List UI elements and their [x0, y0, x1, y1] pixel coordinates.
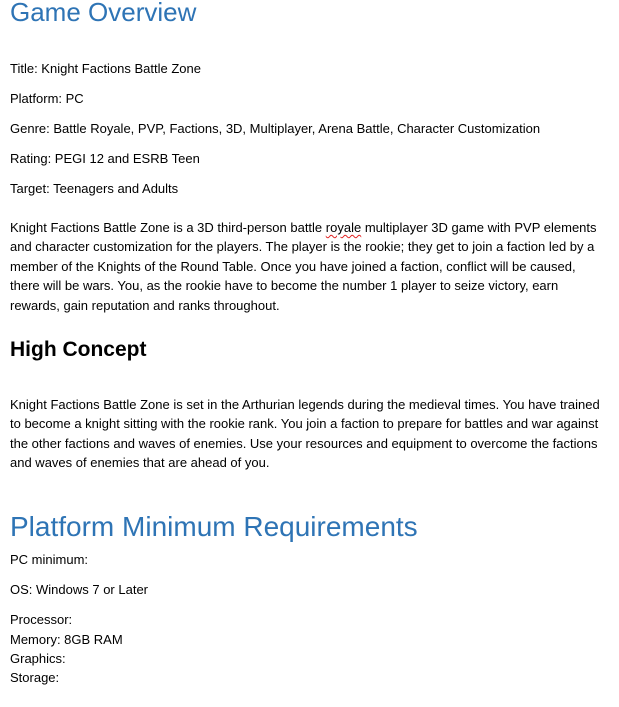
description-text-end: multiplayer 3D game with PVP elements and character customization for the players. The player is the rookie; they get to join a faction led by a member of the Knights of the Round Table. Once you have joined a faction, conflict will be caused, there will be wars. You, as the rookie have to become the number 1 player to seize victory, earn rewards, gain reputation and ranks throughout. [10, 220, 597, 313]
platform-line: Platform: PC [10, 91, 84, 106]
description-text-start: Knight Factions Battle Zone is a 3D third-person battle [10, 220, 326, 235]
os-line: OS: Windows 7 or Later [10, 582, 148, 597]
storage-line: Storage: [10, 670, 60, 685]
rating-line: Rating: PEGI 12 and ESRB Teen [10, 151, 200, 166]
graphics-line: Graphics: [10, 651, 66, 666]
memory-line: Memory: 8GB RAM [10, 632, 123, 647]
game-description-paragraph [10, 218, 608, 315]
title-line: Title: Knight Factions Battle Zone [10, 61, 202, 76]
spellcheck-flagged-word[interactable]: royale [325, 220, 362, 235]
platform-requirements-heading: Platform Minimum Requirements [10, 511, 418, 542]
high-concept-heading: High Concept [10, 338, 147, 361]
target-line: Target: Teenagers and Adults [10, 181, 179, 196]
high-concept-paragraph: Knight Factions Battle Zone is set in the Arthurian legends during the medieval times. You have trained to become a knight sitting with the rookie rank. You join a faction to prepare for battles and war against the other factions and waves of enemies. Use your resources and equipment to overcome the factions and waves of enemies that are ahead of you. [10, 397, 600, 471]
genre-line: Genre: Battle Royale, PVP, Factions, 3D, Multiplayer, Arena Battle, Character Customization [10, 121, 541, 136]
processor-line: Processor: [10, 612, 73, 627]
pc-minimum-line: PC minimum: [10, 552, 89, 567]
game-overview-heading: Game Overview [10, 0, 197, 27]
